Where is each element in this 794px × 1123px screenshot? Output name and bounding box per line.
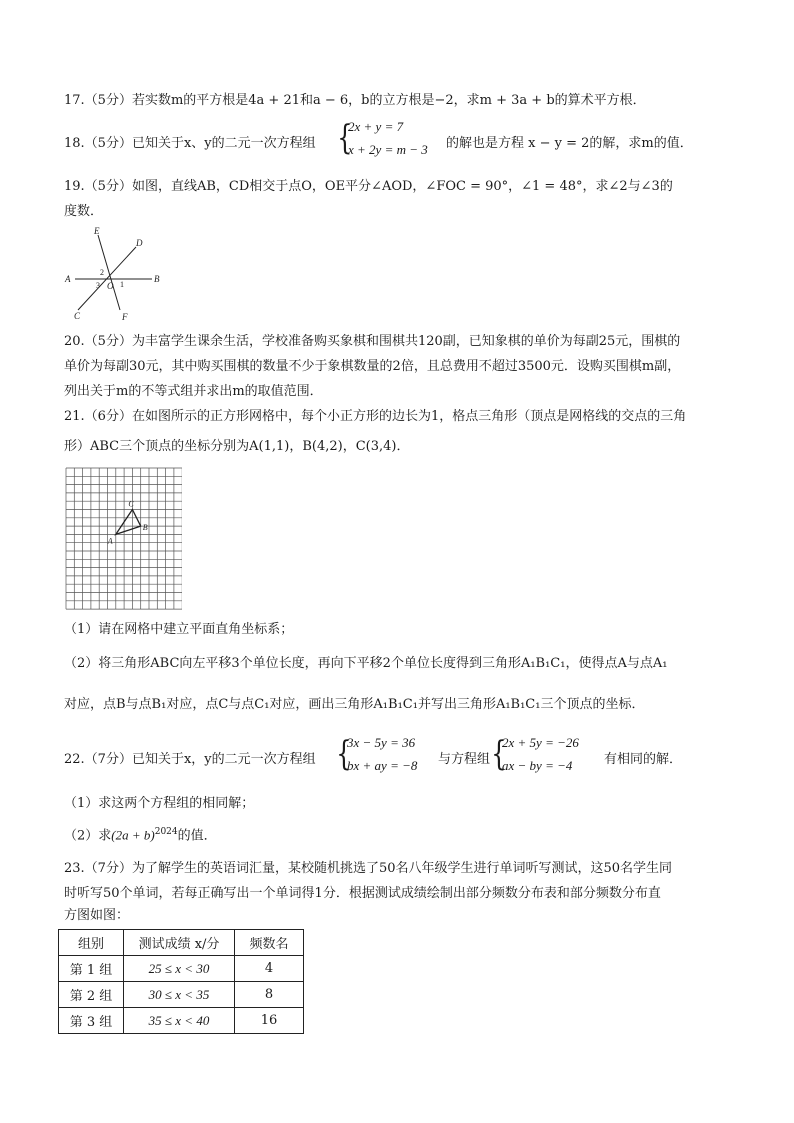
table-header-cell: 组别 — [59, 930, 124, 956]
q22-sysB-eq1: 2x + 5y = −26 — [502, 735, 579, 750]
question-18 — [64, 119, 764, 163]
frequency-table — [58, 929, 304, 1034]
table-cell: 4 — [235, 956, 304, 982]
triangle-abc — [116, 510, 141, 535]
q22-sub2-pre: （2）求 — [64, 828, 112, 844]
table-header-cell: 测试成绩 x/分 — [124, 930, 235, 956]
question-21-sub1: （1）请在网格中建立平面直角坐标系； — [64, 622, 294, 637]
question-21-line2: 形）ABC三个顶点的坐标分别为A(1,1)，B(4,2)，C(3,4)． — [64, 439, 410, 454]
grid-label-b: B — [142, 523, 148, 533]
q22-sub2-exponent: 2024 — [154, 827, 178, 837]
q22-sysA-eq2: bx + ay = −8 — [347, 758, 418, 773]
label-c: C — [74, 311, 81, 321]
table-cell: 第 1 组 — [59, 956, 124, 982]
question-22-sub2 — [64, 823, 217, 845]
question-23-line3: 方图如图： — [64, 908, 130, 923]
label-angle-1: 1 — [120, 280, 124, 289]
table-cell: 第 3 组 — [59, 1008, 124, 1034]
q22-brace-a: { — [336, 734, 352, 774]
q21-grid-figure — [64, 466, 182, 612]
label-b: B — [154, 274, 160, 284]
grid-label-c: C — [128, 499, 134, 509]
question-21-line1: 21.（6分）在如图所示的正方形网格中，每个小正方形的边长为1，格点三角形（顶点是网格线的交点的三角 — [64, 409, 687, 424]
label-d: D — [136, 238, 143, 248]
table-cell: 35 ≤ x < 40 — [124, 1008, 235, 1034]
table-row — [59, 1008, 304, 1034]
table-cell: 30 ≤ x < 35 — [124, 982, 235, 1008]
label-o: O — [107, 281, 114, 291]
q22-text-after: 有相同的解． — [604, 752, 683, 767]
table-cell: 第 2 组 — [59, 982, 124, 1008]
question-23-line2: 时听写50个单词，若每正确写出一个单词得1分．根据测试成绩绘制出部分频数分布表和部分频数分布直 — [64, 886, 661, 901]
q18-brace: { — [337, 118, 353, 158]
label-angle-2: 2 — [100, 268, 104, 277]
question-19-line1: 19.（5分）如图，直线AB，CD相交于点O，OE平分∠AOD，∠FOC = 90°，∠1 = 48°，求∠2与∠3的 — [64, 179, 673, 194]
question-21-sub2-line1: （2）将三角形ABC向左平移3个单位长度，再向下平移2个单位长度得到三角形A₁B₁C₁，使得点A与点A₁ — [64, 656, 668, 671]
question-23-line1: 23.（7分）为了解学生的英语词汇量，某校随机挑选了50名八年级学生进行单词听写测试，这50名学生同 — [64, 861, 673, 876]
q22-text-before: 22.（7分）已知关于x，y的二元一次方程组 — [64, 752, 316, 767]
table-header-row — [59, 930, 304, 956]
q22-sysA-eq1: 3x − 5y = 36 — [347, 735, 416, 750]
table-row — [59, 982, 304, 1008]
grid-label-a: A — [107, 536, 113, 546]
q18-text-before: 18.（5分）已知关于x、y的二元一次方程组 — [64, 136, 316, 151]
table-row — [59, 956, 304, 982]
question-20-line1: 20.（5分）为丰富学生课余生活，学校准备购买象棋和围棋共120副，已知象棋的单价为每副25元，围棋的 — [64, 334, 681, 349]
q18-text-after: 的解也是方程 x − y = 2的解，求m的值． — [446, 136, 693, 151]
question-22 — [64, 735, 764, 779]
label-f: F — [122, 312, 128, 322]
question-19-line2: 度数． — [64, 204, 104, 219]
q18-eq1: 2x + y = 7 — [348, 119, 404, 134]
question-21-sub2-line2: 对应，点B与点B₁对应，点C与点C₁对应，画出三角形A₁B₁C₁并写出三角形A₁B₁C₁三个顶点的坐标． — [64, 697, 645, 712]
q22-sub2-expr: (2a + b) — [111, 827, 155, 843]
table-cell: 25 ≤ x < 30 — [124, 956, 235, 982]
q18-eq2: x + 2y = m − 3 — [348, 142, 428, 157]
q22-sysB-eq2: ax − by = −4 — [502, 758, 573, 773]
question-22-sub1: （1）求这两个方程组的相同解； — [64, 796, 255, 811]
question-17: 17.（5分）若实数m的平方根是4a + 21和a − 6，b的立方根是−2，求m + 3a + b的算术平方根． — [64, 93, 646, 108]
table-cell: 16 — [235, 1008, 304, 1034]
question-20-line3: 列出关于m的不等式组并求出m的取值范围． — [64, 384, 323, 399]
q22-text-mid: 与方程组 — [438, 752, 491, 767]
table-header-cell: 频数名 — [235, 930, 304, 956]
label-a: A — [65, 274, 71, 284]
q22-brace-b: { — [491, 734, 507, 774]
label-e: E — [94, 226, 100, 236]
question-20-line2: 单价为每副30元，其中购买围棋的数量不少于象棋数量的2倍，且总费用不超过3500元．设购买围棋m副， — [64, 359, 681, 374]
table-cell: 8 — [235, 982, 304, 1008]
label-angle-3: 3 — [96, 281, 100, 290]
q22-sub2-post: 的值． — [177, 828, 217, 844]
q19-figure — [60, 225, 170, 325]
